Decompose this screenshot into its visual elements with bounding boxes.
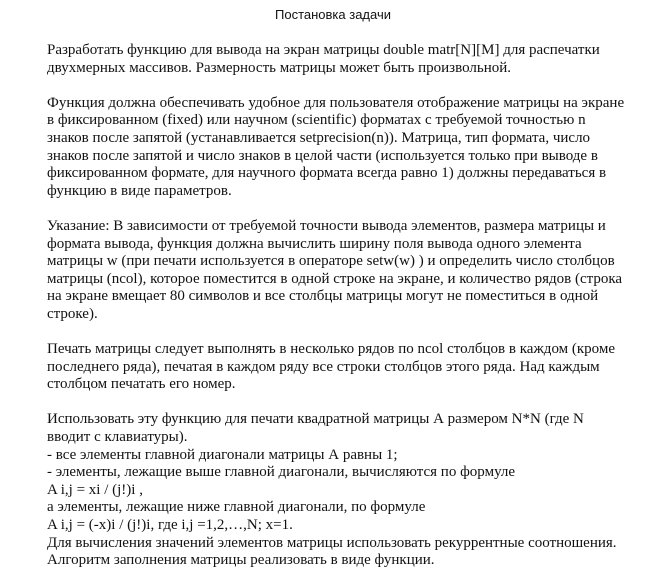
text-line: фиксированном формате, для научного формата всегда равно 1) должны передаваться в xyxy=(47,165,607,182)
text-line: - все элементы главной диагонали матрицы А равны 1; xyxy=(47,446,398,463)
text-line: формата вывода, функция должна вычислить ширину поля вывода одного элемента xyxy=(47,235,582,252)
text-line: матрицы w (при печати используется в операторе setw(w) ) и определить число столбцов xyxy=(47,253,615,270)
text-line: Печать матрицы следует выполнять в несколько рядов по ncol столбцов в каждом (кроме xyxy=(47,341,616,358)
text-line: - элементы, лежащие выше главной диагонали, вычисляются по формуле xyxy=(47,464,516,481)
text-line: в фиксированном (fixed) или научном (scientific) форматах с требуемой точностью n xyxy=(47,112,586,129)
page-title: Постановка задачи xyxy=(275,7,391,22)
text-line: знаков после запятой и число знаков в целой части (используется только при выводе в xyxy=(47,147,598,164)
text-line: Алгоритм заполнения матрицы реализовать в виде функции. xyxy=(47,552,435,569)
text-line: двухмерных массивов. Размерность матрицы может быть произвольной. xyxy=(47,59,512,76)
text-line: на экране вмещает 80 символов и все столбцы матрицы могут не поместиться в одной xyxy=(47,288,599,305)
paragraph-requirements xyxy=(47,95,647,201)
text-line: столбцом печатать его номер. xyxy=(47,376,236,393)
text-line: Использовать эту функцию для печати квадратной матрицы А размером N*N (где N xyxy=(47,411,584,428)
text-line: Указание: В зависимости от требуемой точности вывода элементов, размера матрицы и xyxy=(47,217,606,234)
text-line: вводит с клавиатуры). xyxy=(47,429,188,446)
paragraph-printing xyxy=(47,341,647,394)
text-line: матрицы (ncol), которое поместится в одной строке на экране, и количество рядов (строка xyxy=(47,270,623,287)
paragraph-usage xyxy=(47,411,647,569)
formula-line: A i,j = (-x)i / (j!)i, где i,j =1,2,…,N; x=1. xyxy=(47,517,293,534)
document-body xyxy=(47,42,647,587)
text-line: знаков после запятой (устанавливается setprecision(n)). Матрица, тип формата, число xyxy=(47,129,591,146)
text-line: Разработать функцию для вывода на экран матрицы double matr[N][M] для распечатки xyxy=(47,42,600,58)
text-line: а элементы, лежащие ниже главной диагонали, по формуле xyxy=(47,499,426,516)
text-line: последнего ряда), печатая в каждом ряду все строки столбцов этого ряда. Над каждым xyxy=(47,358,600,375)
text-line: Функция должна обеспечивать удобное для пользователя отображение матрицы на экране xyxy=(47,94,625,111)
formula-line: A i,j = xi / (j!)i , xyxy=(47,481,143,498)
paragraph-task xyxy=(47,42,647,77)
paragraph-hint xyxy=(47,218,647,324)
text-line: строке). xyxy=(47,305,98,322)
text-line: функцию в виде параметров. xyxy=(47,182,232,199)
text-line: Для вычисления значений элементов матрицы использовать рекуррентные соотношения. xyxy=(47,534,617,551)
